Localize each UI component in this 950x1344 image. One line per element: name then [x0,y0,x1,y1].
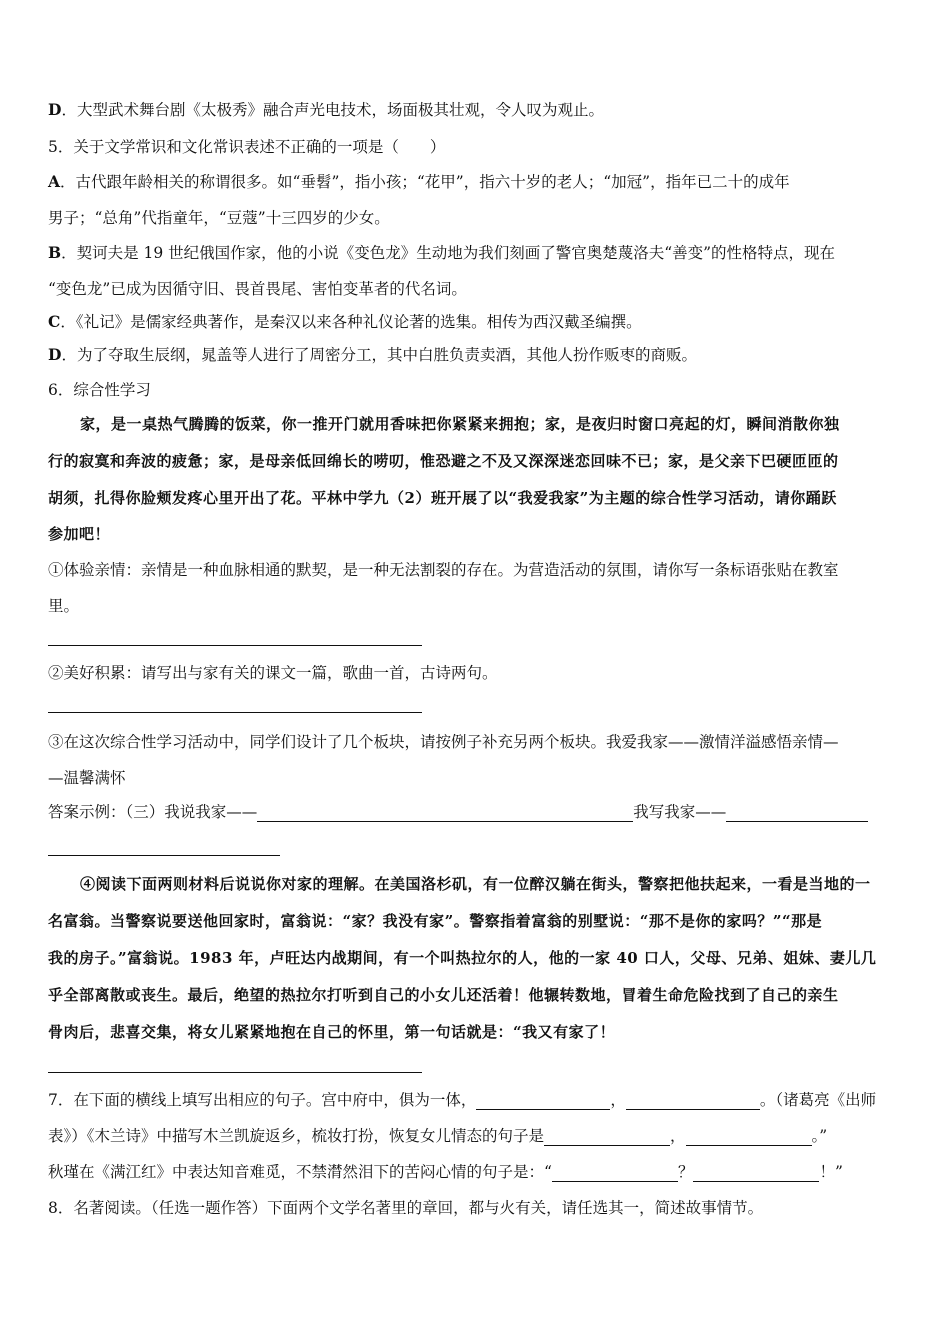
q7-line3 [48,1162,843,1182]
q5-option-c [48,312,642,332]
q6-part3-example [48,802,868,822]
answer-blank[interactable] [626,1093,760,1110]
answer-blank[interactable] [476,1093,610,1110]
option-label: D [48,100,62,119]
q6-part1-line2: 里。 [48,597,80,615]
option-label: A [48,172,61,191]
q5-option-a-line2: 男子；“总角”代指童年，“豆蔻”十三四岁的少女。 [48,209,390,227]
q7-line1-text: 7．在下面的横线上填写出相应的句子。宫中府中，俱为一体， [48,1091,477,1109]
q7-line1-tail: 。（诸葛亮《出师 [759,1091,877,1109]
option-label: D [48,345,62,364]
q5-option-b-line1 [48,243,835,263]
answer-blank-i-say[interactable] [257,805,633,822]
q6-part4-line3: 我的房子。”富翁说。1983 年，卢旺达内战期间，有一个叫热拉尔的人，他的一家 40 口人，父母、兄弟、姐妹、妻儿几 [48,949,877,967]
q5-stem: 5．关于文学常识和文化常识表述不正确的一项是（ ） [48,138,446,156]
q6-part2: ②美好积累：请写出与家有关的课文一篇，歌曲一首，古诗两句。 [48,664,498,682]
option-text: ．契诃夫是 19 世纪俄国作家，他的小说《变色龙》生动地为我们刻画了警官奥楚蔑洛夫“善变”的性格特点，现在 [61,244,836,262]
q6-part1-line1: ①体验亲情：亲情是一种血脉相通的默契，是一种无法割裂的存在。为营造活动的氛围，请你写一条标语张贴在教室 [48,561,839,579]
option-text: ．古代跟年龄相关的称谓很多。如“垂髫”，指小孩；“花甲”，指六十岁的老人；“加冠”，指年已二十的成年 [60,173,790,191]
option-label: C [48,312,61,331]
punct: ， [670,1127,686,1145]
option-text: ．《礼记》是儒家经典著作，是秦汉以来各种礼仪论著的选集。相传为西汉戴圣编撰。 [60,313,642,331]
q6-intro-line3: 胡须，扎得你脸颊发疼心里开出了花。平林中学九（2）班开展了以“我爱我家”为主题的综合性学习活动，请你踊跃 [48,489,837,507]
q6-intro-line1: 家，是一桌热气腾腾的饭菜，你一推开门就用香味把你紧紧来拥抱；家，是夜归时窗口亮起的灯，瞬间消散你独 [80,415,840,433]
q6-part3-line2: —温馨满怀 [48,769,126,787]
answer-blank[interactable] [686,1129,812,1146]
answer-blank-i-write[interactable] [726,805,868,822]
option-text: ．为了夺取生辰纲，晁盖等人进行了周密分工，其中白胜负责卖酒，其他人扮作贩枣的商贩。 [61,346,697,364]
punct: ？ [677,1163,694,1181]
q6-part4-line1: ④阅读下面两则材料后说说你对家的理解。在美国洛杉矶，有一位醉汉躺在街头，警察把他扶起来，一看是当地的一 [80,875,871,893]
q7-line2-tail: 。” [811,1127,828,1145]
q7-line2 [48,1126,827,1146]
q6-stem: 6．综合性学习 [48,381,151,399]
q6-part4-line4: 乎全部离散或丧生。最后，绝望的热拉尔打听到自己的小女儿还活着！他辗转数地，冒着生命危险找到了自己的亲生 [48,986,839,1004]
q6-part4-line2: 名富翁。当警察说要送他回家时，富翁说：“家？我没有家”。警察指着富翁的别墅说：“那不是你的家吗？”“那是 [48,912,823,930]
answer-blank[interactable] [552,1165,678,1182]
q4-option-d [48,100,604,120]
q5-option-b-line2: “变色龙”已成为因循守旧、畏首畏尾、害怕变革者的代名词。 [48,280,467,298]
answer-line-part2[interactable] [48,712,422,713]
q8-stem: 8．名著阅读。（任选一题作答）下面两个文学名著里的章回，都与火有关，请任选其一，简述故事情节。 [48,1199,764,1217]
punct: ， [610,1091,626,1109]
answer-line-part3[interactable] [48,855,280,856]
q7-line2-text: 表》）《木兰诗》中描写木兰凯旋返乡，梳妆打扮，恢复女儿情态的句子是 [48,1127,545,1145]
q5-option-a-line1 [48,172,790,192]
q7-line3-tail: ！” [819,1163,843,1181]
q6-part3-line1: ③在这次综合性学习活动中，同学们设计了几个板块，请按例子补充另两个板块。我爱我家——激情洋溢感悟亲情— [48,733,839,751]
example-middle: 我写我家—— [633,803,727,821]
answer-line-part1[interactable] [48,645,422,646]
q5-option-d [48,345,697,365]
answer-blank[interactable] [693,1165,819,1182]
q6-intro-line4: 参加吧！ [48,525,111,543]
q6-intro-line2: 行的寂寞和奔波的疲惫；家，是母亲低回绵长的唠叨，惟恐避之不及又深深迷恋回味不已；家，是父亲下巴硬匝匝的 [48,452,839,470]
example-prefix: 答案示例：（三）我说我家—— [48,803,258,821]
q7-line1 [48,1090,876,1110]
option-text: ．大型武术舞台剧《太极秀》融合声光电技术，场面极其壮观，令人叹为观止。 [61,101,604,119]
option-label: B [48,243,62,262]
q7-line3-text: 秋瑾在《满江红》中表达知音难觅，不禁潸然泪下的苦闷心情的句子是：“ [48,1163,552,1181]
answer-blank[interactable] [544,1129,670,1146]
q6-part4-line5: 骨肉后，悲喜交集，将女儿紧紧地抱在自己的怀里，第一句话就是：“我又有家了！ [48,1023,616,1041]
answer-line-part4[interactable] [48,1072,422,1073]
